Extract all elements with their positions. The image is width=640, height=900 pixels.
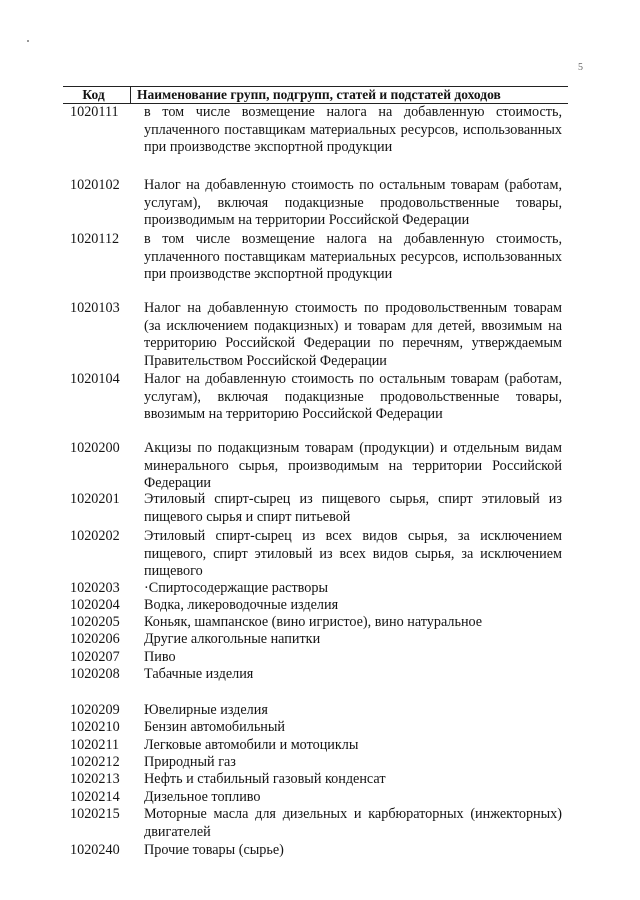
row-description: в том числе возмещение налога на добавленную стоимость, уплаченного поставщикам материальных ресурсов, использованных при производстве экспортной продукции: [144, 231, 562, 282]
table-row: [70, 597, 562, 615]
table-row: [70, 231, 562, 284]
table-row: [70, 702, 562, 720]
row-code: 1020214: [70, 789, 120, 805]
table-row: [70, 649, 562, 667]
table-row: [70, 177, 562, 230]
row-code: 1020201: [70, 491, 120, 507]
row-code: 1020215: [70, 806, 120, 822]
row-description: Нефть и стабильный газовый конденсат: [144, 771, 386, 787]
table-row: [70, 789, 562, 807]
row-code: 1020207: [70, 649, 120, 665]
row-description: Акцизы по подакцизным товарам (продукции) и отдельным видам минерального сырья, производимым на территории Российской Федерации: [144, 440, 562, 491]
table-row: [70, 719, 562, 737]
name-column-header: Наименование групп, подгрупп, статей и подстатей доходов: [137, 87, 501, 102]
row-description: Коньяк, шампанское (вино игристое), вино натуральное: [144, 614, 483, 630]
row-code: 1020240: [70, 842, 120, 858]
table-row: [70, 631, 562, 649]
row-description: Пиво: [144, 649, 176, 665]
row-description: Этиловый спирт-сырец из всех видов сырья, за исключением пищевого, спирт этиловый из всех видов сырья, за исключением пищевого: [144, 528, 562, 579]
table-row: [70, 580, 562, 598]
table-row: [70, 754, 562, 772]
row-description: Другие алкогольные напитки: [144, 631, 321, 647]
row-description: Моторные масла для дизельных и карбюраторных (инжекторных) двигателей: [144, 806, 562, 840]
row-description: Природный газ: [144, 754, 236, 770]
row-code: 1020204: [70, 597, 120, 613]
row-code: 1020205: [70, 614, 120, 630]
row-description: Прочие товары (сырье): [144, 842, 284, 858]
row-code: 1020112: [70, 231, 120, 247]
table-row: [70, 614, 562, 632]
row-description: Табачные изделия: [144, 666, 254, 682]
row-description: Налог на добавленную стоимость по остальным товарам (работам, услугам), включая подакцизные продовольственные товары, производимым на территории Российской Федерации: [144, 177, 562, 228]
row-description: в том числе возмещение налога на добавленную стоимость, уплаченного поставщикам материальных ресурсов, использованных при производстве экспортной продукции: [144, 104, 562, 155]
row-description: Легковые автомобили и мотоциклы: [144, 737, 359, 753]
row-description: ·Спиртосодержащие растворы: [144, 580, 329, 596]
row-code: 1020103: [70, 300, 120, 316]
row-code: 1020210: [70, 719, 120, 735]
table-row: [70, 737, 562, 755]
row-description: Налог на добавленную стоимость по продовольственным товарам (за исключением подакцизных) и товарам для детей, ввозимым на территорию Российской Федерации по перечням, утверждаемым Правительством Российской Федерации: [144, 300, 562, 369]
scan-speck: [27, 40, 29, 42]
row-code: 1020208: [70, 666, 120, 682]
row-code: 1020202: [70, 528, 120, 544]
code-column-header: Код: [63, 87, 131, 103]
table-row: [70, 528, 562, 581]
row-code: 1020102: [70, 177, 120, 193]
table-row: [70, 440, 562, 493]
page-number: 5: [578, 62, 583, 73]
row-code: 1020211: [70, 737, 120, 753]
row-code: 1020200: [70, 440, 120, 456]
row-description: Дизельное топливо: [144, 789, 261, 805]
row-code: 1020203: [70, 580, 120, 596]
table-row: [70, 842, 562, 860]
table-row: [70, 300, 562, 370]
table-row: [70, 806, 562, 841]
row-description: Водка, ликероводочные изделия: [144, 597, 339, 613]
table-row: [70, 771, 562, 789]
row-code: 1020213: [70, 771, 120, 787]
row-code: 1020104: [70, 371, 120, 387]
table-row: [70, 666, 562, 684]
row-description: Ювелирные изделия: [144, 702, 268, 718]
table-row: [70, 491, 562, 526]
row-description: Бензин автомобильный: [144, 719, 286, 735]
row-description: Этиловый спирт-сырец из пищевого сырья, спирт этиловый из пищевого сырья и спирт питьевой: [144, 491, 562, 525]
row-code: 1020206: [70, 631, 120, 647]
row-code: 1020111: [70, 104, 119, 120]
row-description: Налог на добавленную стоимость по остальным товарам (работам, услугам), включая подакцизные продовольственные товары, ввозимым на территорию Российской Федерации: [144, 371, 562, 422]
table-row: [70, 104, 562, 157]
row-code: 1020212: [70, 754, 120, 770]
table-header: [63, 86, 568, 104]
table-row: [70, 371, 562, 424]
row-code: 1020209: [70, 702, 120, 718]
